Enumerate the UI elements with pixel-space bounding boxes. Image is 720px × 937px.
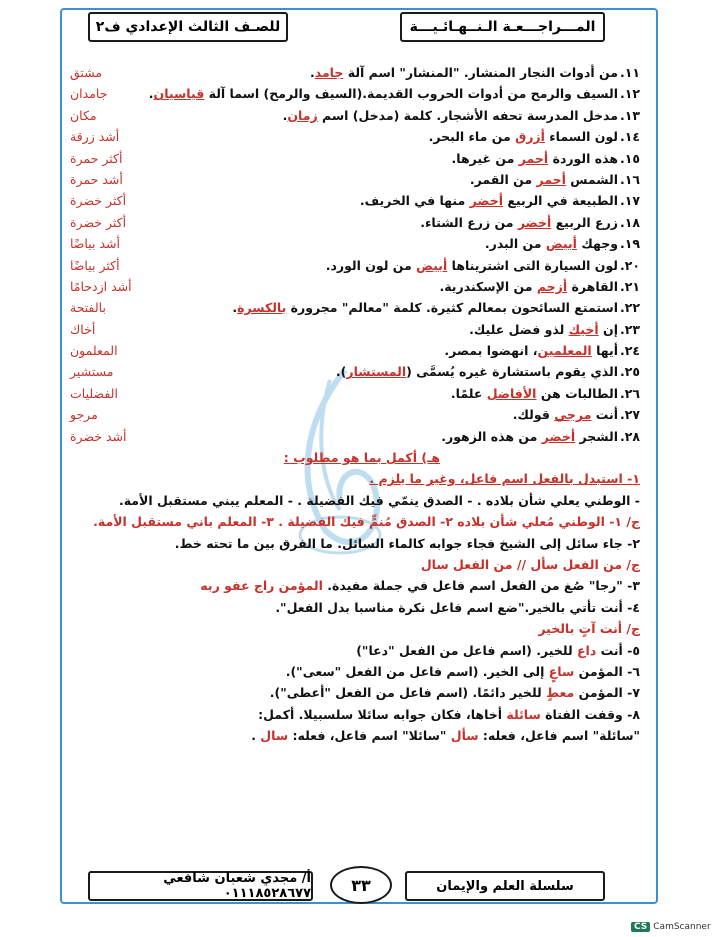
item-number: ٢٥. <box>619 364 640 380</box>
answer-4: ج/ أنت آتٍ بالخير <box>538 621 640 637</box>
item-text: الطبيعة في الربيع <box>503 193 618 209</box>
item-number: ٢٤. <box>619 343 640 359</box>
item-text-end: من الإسكندرية. <box>439 278 537 294</box>
item-text: الطالبات هن <box>536 385 618 401</box>
item-error-word: المعلمين <box>537 343 592 359</box>
answer-2: ج/ من الفعل سأل // من الفعل سال <box>420 556 640 572</box>
item-text: الشجر <box>575 428 618 444</box>
item-error-word: أحمر <box>518 150 549 166</box>
item-text-end: . <box>309 65 315 80</box>
item-text: من أدوات النجار المنشار. "المنشار" اسم آلة <box>343 65 618 80</box>
item-correction: أخاك <box>70 321 96 337</box>
q4: ٤- أنت تأتي بالخير."ضع اسم فاعل نكرة مناسبا بدل الفعل". <box>275 599 640 615</box>
item-text-end: ). <box>335 364 347 380</box>
item-error-word: جامد <box>314 65 344 80</box>
item-text-end: من القمر. <box>469 171 537 187</box>
camscanner-mark <box>631 922 711 932</box>
item-number: ٢٢. <box>619 300 640 316</box>
item-error-word: أزحم <box>536 278 568 294</box>
item-number: ١٥. <box>619 150 640 166</box>
item-number: ٢٨. <box>619 428 640 444</box>
item-correction: أشد بياضًا <box>70 236 120 252</box>
exercise-item <box>70 169 640 190</box>
footer-series: سلسلة العلم والإيمان <box>405 871 605 901</box>
q5: ٥- أنت داع للخير. (اسم فاعل من الفعل "دعا") <box>356 642 640 658</box>
item-number: ١٦. <box>619 171 640 187</box>
item-text-end: علمًا. <box>450 385 487 401</box>
exercise-item <box>70 190 640 211</box>
section-h-title: هـ) أكمل بما هو مطلوب : <box>283 450 440 466</box>
item-correction: جامدان <box>70 86 108 102</box>
item-text: وجهك <box>576 236 618 252</box>
exercise-item <box>70 126 640 147</box>
item-text: لون السيارة التى اشتريناها <box>447 257 618 273</box>
item-text-end: لذو فضل عليك. <box>469 321 569 337</box>
exercise-item <box>70 276 640 297</box>
q7: ٧- المؤمن معطٍ للخير دائمًا. (اسم فاعل من الفعل "أعطى"). <box>269 685 640 701</box>
item-number: ١٩. <box>619 236 640 252</box>
exercise-item <box>70 83 640 104</box>
item-error-word: أخيك <box>568 321 599 337</box>
item-text: استمتع السائحون بمعالم كثيرة. كلمة "معالم" مجرورة <box>286 300 618 316</box>
camscanner-icon: CS <box>631 922 650 932</box>
item-number: ١٢. <box>619 86 640 102</box>
item-text: السيف والرمح من أدوات الحروب القديمة.(السيف والرمح) اسما آلة <box>204 86 618 102</box>
header-grade: للصـف الثالث الإعدادي ف٢ <box>88 12 288 42</box>
item-number: ٢٠. <box>619 257 640 273</box>
item-number: ٢٣. <box>619 321 640 337</box>
q6: ٦- المؤمن ساعٍ إلى الخير. (اسم فاعل من الفعل "سعى"). <box>285 663 640 679</box>
exercise-item <box>70 361 640 382</box>
q1: ١- استبدل بالفعل اسم فاعل، وغير ما يلزم . <box>369 471 640 487</box>
footer-author: أ/ مجدي شعبان شافعي ٠١١١٨٥٢٨٦٧٧ <box>88 871 313 901</box>
exercise-item <box>70 62 640 83</box>
item-text-end: من البدر. <box>484 236 546 252</box>
exercise-item <box>70 426 640 447</box>
item-text-end: من غيرها. <box>451 150 519 166</box>
item-number: ١٨. <box>619 214 640 230</box>
item-number: ١٤. <box>619 129 640 145</box>
item-text: لون السماء <box>544 129 618 145</box>
item-error-word: المستشار <box>346 364 407 380</box>
q8-complete: "سائلة" اسم فاعل، فعله: سأل "سائلا" اسم فاعل، فعله: سال . <box>251 728 640 744</box>
q8: ٨- وقفت الفتاة سائلة أخاها، فكان جوابه سائلا سلسبيلا. أكمل: <box>258 706 640 722</box>
item-correction: مكان <box>70 107 97 123</box>
item-text-end: . <box>232 300 238 316</box>
item-text: الذي يقوم باستشارة غيره يُسمَّى ( <box>406 364 618 380</box>
item-text-end: من هذه الزهور. <box>441 428 542 444</box>
item-text: زرع الربيع <box>551 214 618 230</box>
item-text-end: من زرع الشتاء. <box>420 214 518 230</box>
content <box>70 62 640 747</box>
item-error-word: الأفاضل <box>486 385 537 401</box>
item-text-end: من لون الورد. <box>325 257 417 273</box>
item-correction: أكثر حمرة <box>70 150 123 166</box>
item-correction: أشد خضرة <box>70 428 127 444</box>
item-error-word: أزرق <box>515 129 545 145</box>
item-error-word: مرجي <box>554 407 592 423</box>
item-text: الشمس <box>565 171 618 187</box>
q2: ٢- جاء سائل إلى الشيخ فجاء جوابه كالماء السائل. ما الفرق بين ما تحته خط. <box>174 535 640 551</box>
exercise-item <box>70 212 640 233</box>
answer-1: ج/ ١- الوطني مُعلي شأن بلاده ٢- الصدق مُنمٍّ فيك الفضيلة . ٣- المعلم باني مستقبل الأمة. <box>93 514 640 530</box>
item-text-end: . <box>148 86 154 102</box>
item-correction: مستشير <box>70 364 114 380</box>
item-correction: أكثر خضرة <box>70 214 127 230</box>
item-text: إن <box>598 321 618 337</box>
item-text: القاهرة <box>567 278 618 294</box>
item-number: ٢١. <box>619 278 640 294</box>
exercise-item <box>70 319 640 340</box>
exercise-item <box>70 297 640 318</box>
exercise-item <box>70 148 640 169</box>
item-correction: الفضليات <box>70 385 118 401</box>
item-correction: بالفتحة <box>70 300 106 316</box>
item-text-end: . <box>282 107 288 123</box>
item-error-word: قياسيان <box>153 86 205 102</box>
header-title: المـــراجـــعـة الـنــهـائـيـــة <box>400 12 605 42</box>
item-correction: مرجو <box>70 407 98 423</box>
item-text-end: ، انهضوا بمصر. <box>444 343 538 359</box>
item-text: هذه الوردة <box>548 150 618 166</box>
item-correction: مشتق <box>70 65 103 80</box>
item-error-word: أخضر <box>517 214 552 230</box>
item-error-word: زمان <box>287 107 318 123</box>
exercise-item <box>70 105 640 126</box>
item-correction: أكثر خضرة <box>70 193 127 209</box>
item-text: مدخل المدرسة تحفه الأشجار. كلمة (مدخل) اسم <box>317 107 618 123</box>
item-correction: أشد ازدحامًا <box>70 278 132 294</box>
exercise-item <box>70 404 640 425</box>
item-correction: أشد زرقة <box>70 129 120 145</box>
item-text-end: منها في الخريف. <box>359 193 470 209</box>
exercise-item <box>70 255 640 276</box>
exercise-list <box>70 62 640 447</box>
item-error-word: أبيض <box>416 257 448 273</box>
item-correction: أكثر بياضًا <box>70 257 120 273</box>
item-error-word: أخضر <box>541 428 576 444</box>
item-error-word: أحمر <box>536 171 566 187</box>
q1-body: - الوطني يعلي شأن بلاده . - الصدق ينمّي فيك الفضيلة . - المعلم يبني مستقبل الأمة. <box>118 492 640 508</box>
camscanner-label: CamScanner <box>653 922 711 932</box>
item-number: ٢٦. <box>619 385 640 401</box>
item-error-word: بالكسرة <box>237 300 287 316</box>
q3: ٣- "رجا" صُغ من الفعل اسم فاعل في جملة مفيدة. المؤمن راج عفو ربه <box>200 578 640 594</box>
item-text-end: قولك. <box>512 407 555 423</box>
item-text: أنت <box>591 407 618 423</box>
item-number: ١٣. <box>619 107 640 123</box>
exercise-item <box>70 340 640 361</box>
item-text-end: من ماء البحر. <box>428 129 516 145</box>
exercise-item <box>70 383 640 404</box>
item-correction: المعلمون <box>70 343 118 359</box>
item-text: أيها <box>591 343 618 359</box>
item-number: ٢٧. <box>619 407 640 423</box>
exercise-item <box>70 233 640 254</box>
item-error-word: أخضر <box>469 193 504 209</box>
item-number: ١١. <box>619 65 640 80</box>
item-correction: أشد حمرة <box>70 171 123 187</box>
item-error-word: أبيض <box>545 236 577 252</box>
page-number: ٣٣ <box>330 866 392 904</box>
item-number: ١٧. <box>619 193 640 209</box>
